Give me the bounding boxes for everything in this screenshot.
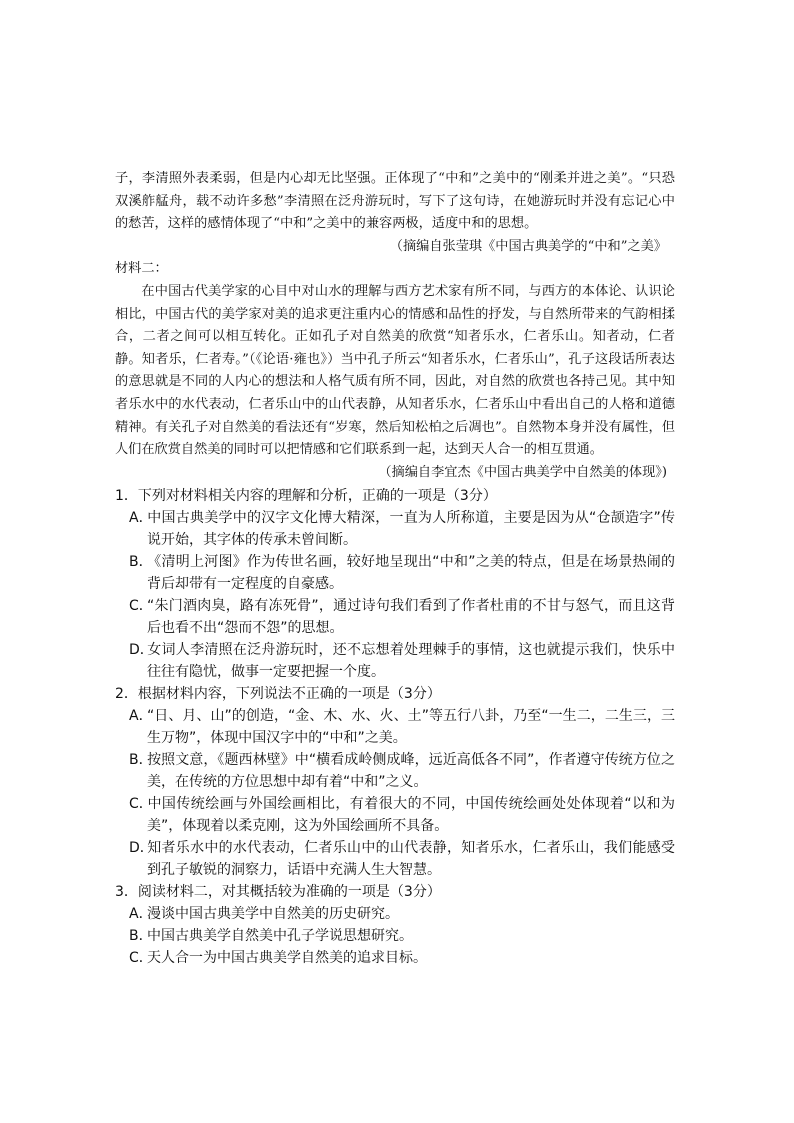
option-d[interactable] [115,639,675,683]
option-a[interactable] [115,705,675,749]
option-letter: C． [129,950,153,967]
option-c[interactable] [115,947,675,969]
option-text: 中国传统绘画与外国绘画相比，有着很大的不同，中国传统绘画处处体现着“以和为美”，体现着以柔克刚，这为外国绘画所不具备。 [147,796,675,835]
option-letter: C． [129,796,153,813]
exam-page [115,168,675,969]
option-b[interactable] [115,925,675,947]
option-letter: D． [129,642,154,659]
option-letter: B． [129,752,153,769]
option-text: 《清明上河图》作为传世名画，较好地呈现出“中和”之美的特点，但是在场景热闹的背后却带有一定程度的自豪感。 [147,554,675,593]
question-1 [115,485,675,683]
option-a[interactable] [115,507,675,551]
question-stem: 2．根据材料内容，下列说法不正确的一项是（3分） [115,686,441,703]
question-stem: 3．阅读材料二，对其概括较为准确的一项是（3分） [115,884,441,901]
option-text: 知者乐水中的水代表动，仁者乐山中的山代表静，知者乐水，仁者乐山，我们能感受到孔子敏锐的洞察力，话语中充满人生大智慧。 [147,840,675,879]
option-letter: A． [129,906,153,923]
option-d[interactable] [115,837,675,881]
material-2-text: 在中国古代美学家的心目中对山水的理解与西方艺术家有所不同，与西方的本体论、认识论相比，中国古代的美学家对美的追求更注重内心的情感和品性的抒发，与自然所带来的气韵相揉合，二者之间可以相互转化。正如孔子对自然美的欣赏“知者乐水，仁者乐山。知者动，仁者静。知者乐，仁者寿。”（《论语·雍也》）当中孔子所云“知者乐水，仁者乐山”，孔子这段话所表达的意思就是不同的人内心的想法和人格气质有所不同，因此，对自然的欣赏也各持己见。其中知者乐水中的水代表动，仁者乐山中的山代表静，从知者乐水，仁者乐山中看出自己的人格和道德精神。有关孔子对自然美的看法还有“岁寒，然后知松柏之后凋也”。自然物本身并没有属性，但人们在欣赏自然美的同时可以把情感和它们联系到一起，达到天人合一的相互贯通。 [115,283,675,458]
option-text: 女词人李清照在泛舟游玩时，还不忘想着处理棘手的事情，这也就提示我们，快乐中往往有隐忧，做事一定要把握一个度。 [147,642,675,681]
option-letter: A． [129,708,153,725]
option-text: 按照文意，《题西林壁》中“横看成岭侧成峰，远近高低各不同”，作者遵守传统方位之美，在传统的方位思想中却有着“中和”之义。 [147,752,675,791]
option-text: 漫谈中国古典美学中自然美的历史研究。 [147,906,399,923]
passage-continuation: 子，李清照外表柔弱，但是内心却无比坚强。正体现了“中和”之美中的“刚柔并进之美”。“只恐双溪舴艋舟，载不动许多愁”李清照在泛舟游玩时，写下了这句诗，在她游玩时并没有忘记心中的愁苦，这样的感情体现了“中和”之美中的兼容两极，适度中和的思想。 [115,171,675,232]
option-c[interactable] [115,595,675,639]
material-2-heading: 材料二： [115,261,168,277]
option-text: “日、月、山”的创造，“金、木、水、火、土”等五行八卦，乃至“一生二，二生三，三生万物”，体现中国汉字中的“中和”之美。 [147,708,675,747]
question-stem: 1．下列对材料相关内容的理解和分析，正确的一项是（3分） [115,488,497,505]
option-letter: C． [129,598,153,615]
source-citation-1: （摘编自张莹琪《中国古典美学的“中和”之美》 [389,238,667,254]
option-c[interactable] [115,793,675,837]
source-citation-2: （摘编自李宜杰《中国古典美学中自然美的体现》) [378,464,667,480]
option-letter: B． [129,928,153,945]
option-b[interactable] [115,551,675,595]
question-3 [115,881,675,969]
option-a[interactable] [115,903,675,925]
option-letter: B． [129,554,153,571]
option-letter: A． [129,510,153,527]
option-text: 中国古典美学自然美中孔子学说思想研究。 [147,928,413,945]
option-text: 天人合一为中国古典美学自然美的追求目标。 [147,950,427,967]
option-text: “朱门酒肉臭，路有冻死骨”，通过诗句我们看到了作者杜甫的不甘与怒气，而且这背后也看不出“怨而不怨”的思想。 [147,598,675,637]
option-letter: D． [129,840,154,857]
question-2 [115,683,675,881]
option-text: 中国古典美学中的汉字文化博大精深，一直为人所称道，主要是因为从“仓颉造字”传说开始，其字体的传承未曾间断。 [147,510,675,549]
option-b[interactable] [115,749,675,793]
